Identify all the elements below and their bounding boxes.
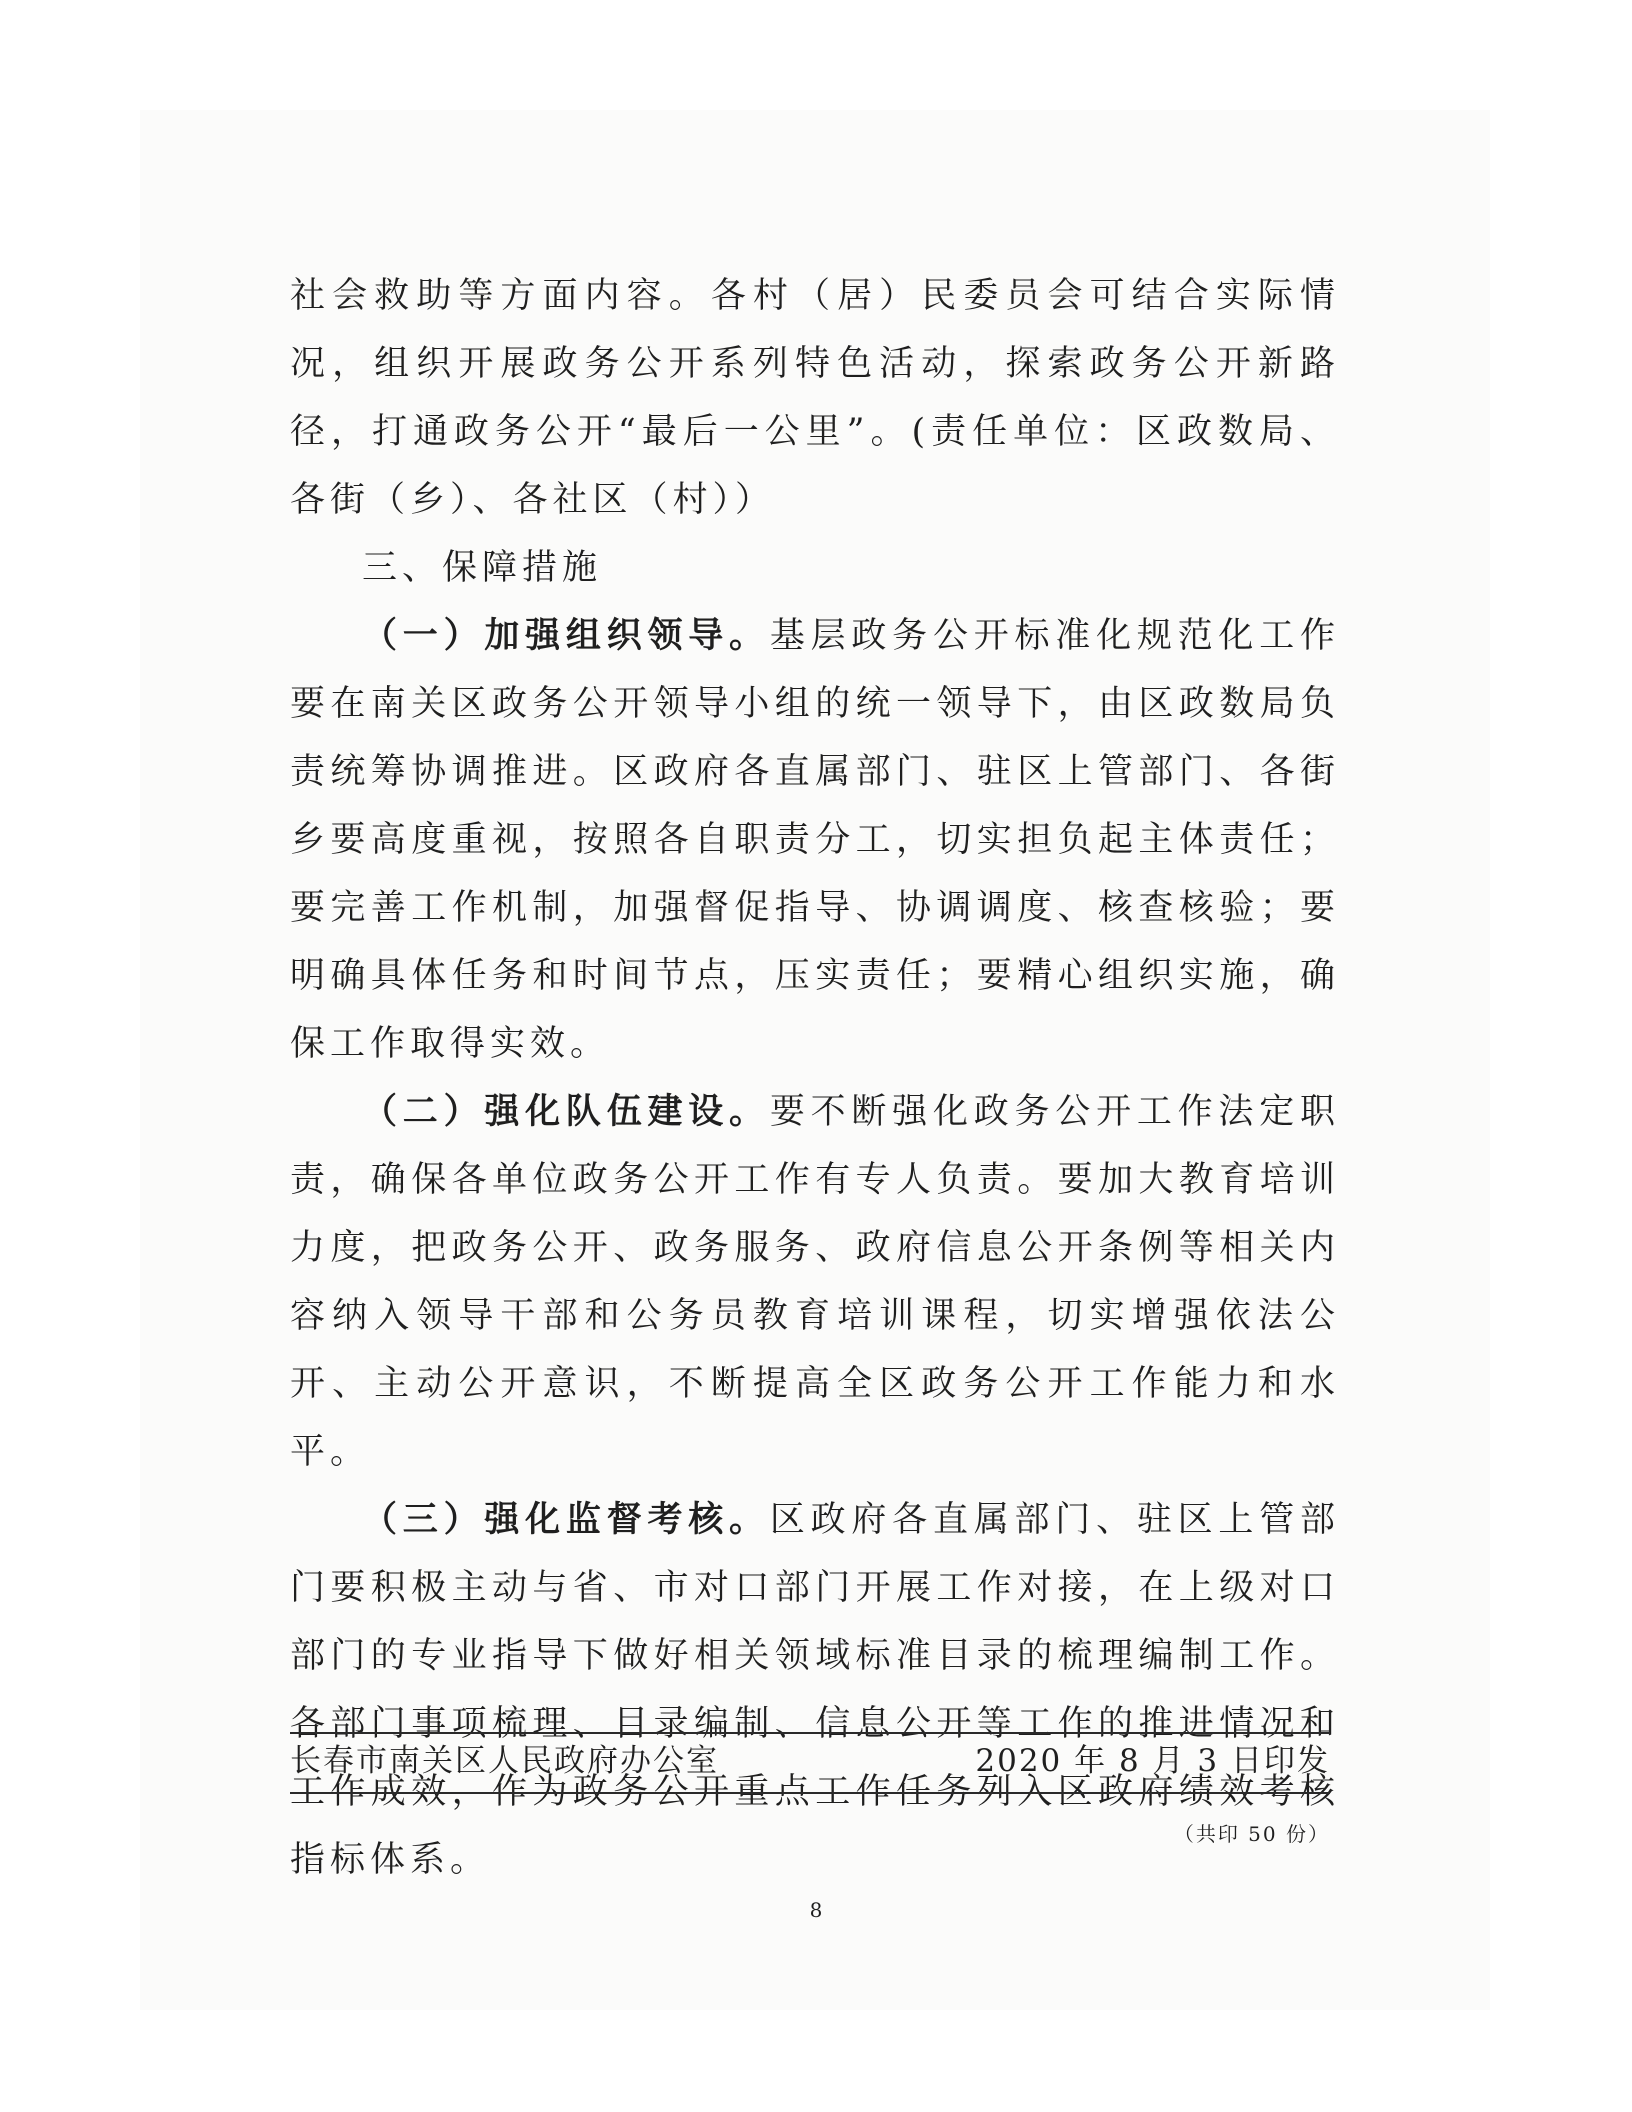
continuation-paragraph: 社会救助等方面内容。各村（居）民委员会可结合实际情况，组织开展政务公开系列特色活动，探索政务公开新路径，打通政务公开“最后一公里”。(责任单位：区政数局、各街（乡）、各社区（村）） bbox=[290, 276, 1340, 520]
issue-date: 2020 年 8 月 3 日印发 bbox=[975, 1743, 1330, 1779]
paragraph-heading: （三）强化监督考核。 bbox=[362, 1499, 770, 1540]
paragraph-team-building bbox=[290, 1078, 1340, 1486]
print-copies: （共印 50 份） bbox=[1173, 1822, 1330, 1846]
paragraph-heading: （一）加强组织领导。 bbox=[362, 615, 770, 656]
paragraph-text: 区政府各直属部门、驻区上管部门要积极主动与省、市对口部门开展工作对接，在上级对口部门的专业指导下做好相关领域标准目录的梳理编制工作。各部门事项梳理、目录编制、信息公开等工作的推进情况和工作成效，作为政务公开重点工作任务列入区政府绩效考核指标体系。 bbox=[290, 1500, 1340, 1880]
document-body bbox=[290, 262, 1340, 1894]
issuer-name: 长春市南关区人民政府办公室 bbox=[290, 1743, 719, 1779]
paragraph-text: 基层政务公开标准化规范化工作要在南关区政务公开领导小组的统一领导下，由区政数局负责统筹协调推进。区政府各直属部门、驻区上管部门、各街乡要高度重视，按照各自职责分工，切实担负起主体责任；要完善工作机制，加强督促指导、协调调度、核查核验；要明确具体任务和时间节点，压实责任；要精心组织实施，确保工作取得实效。 bbox=[290, 616, 1340, 1064]
footer-top-rule bbox=[290, 1732, 1330, 1734]
footer-bottom-rule bbox=[290, 1792, 1330, 1794]
paragraph-text: 要不断强化政务公开工作法定职责，确保各单位政务公开工作有专人负责。要加大教育培训力度，把政务公开、政务服务、政府信息公开条例等相关内容纳入领导干部和公务员教育培训课程，切实增强依法公开、主动公开意识，不断提高全区政务公开工作能力和水平。 bbox=[290, 1092, 1340, 1472]
paragraph-organization-leadership bbox=[290, 602, 1340, 1078]
footer-issuance-row bbox=[290, 1736, 1330, 1786]
section-heading: 三、保障措施 bbox=[362, 548, 603, 588]
paragraph-heading: （二）强化队伍建设。 bbox=[362, 1091, 770, 1132]
page-number: 8 bbox=[809, 1898, 823, 1922]
